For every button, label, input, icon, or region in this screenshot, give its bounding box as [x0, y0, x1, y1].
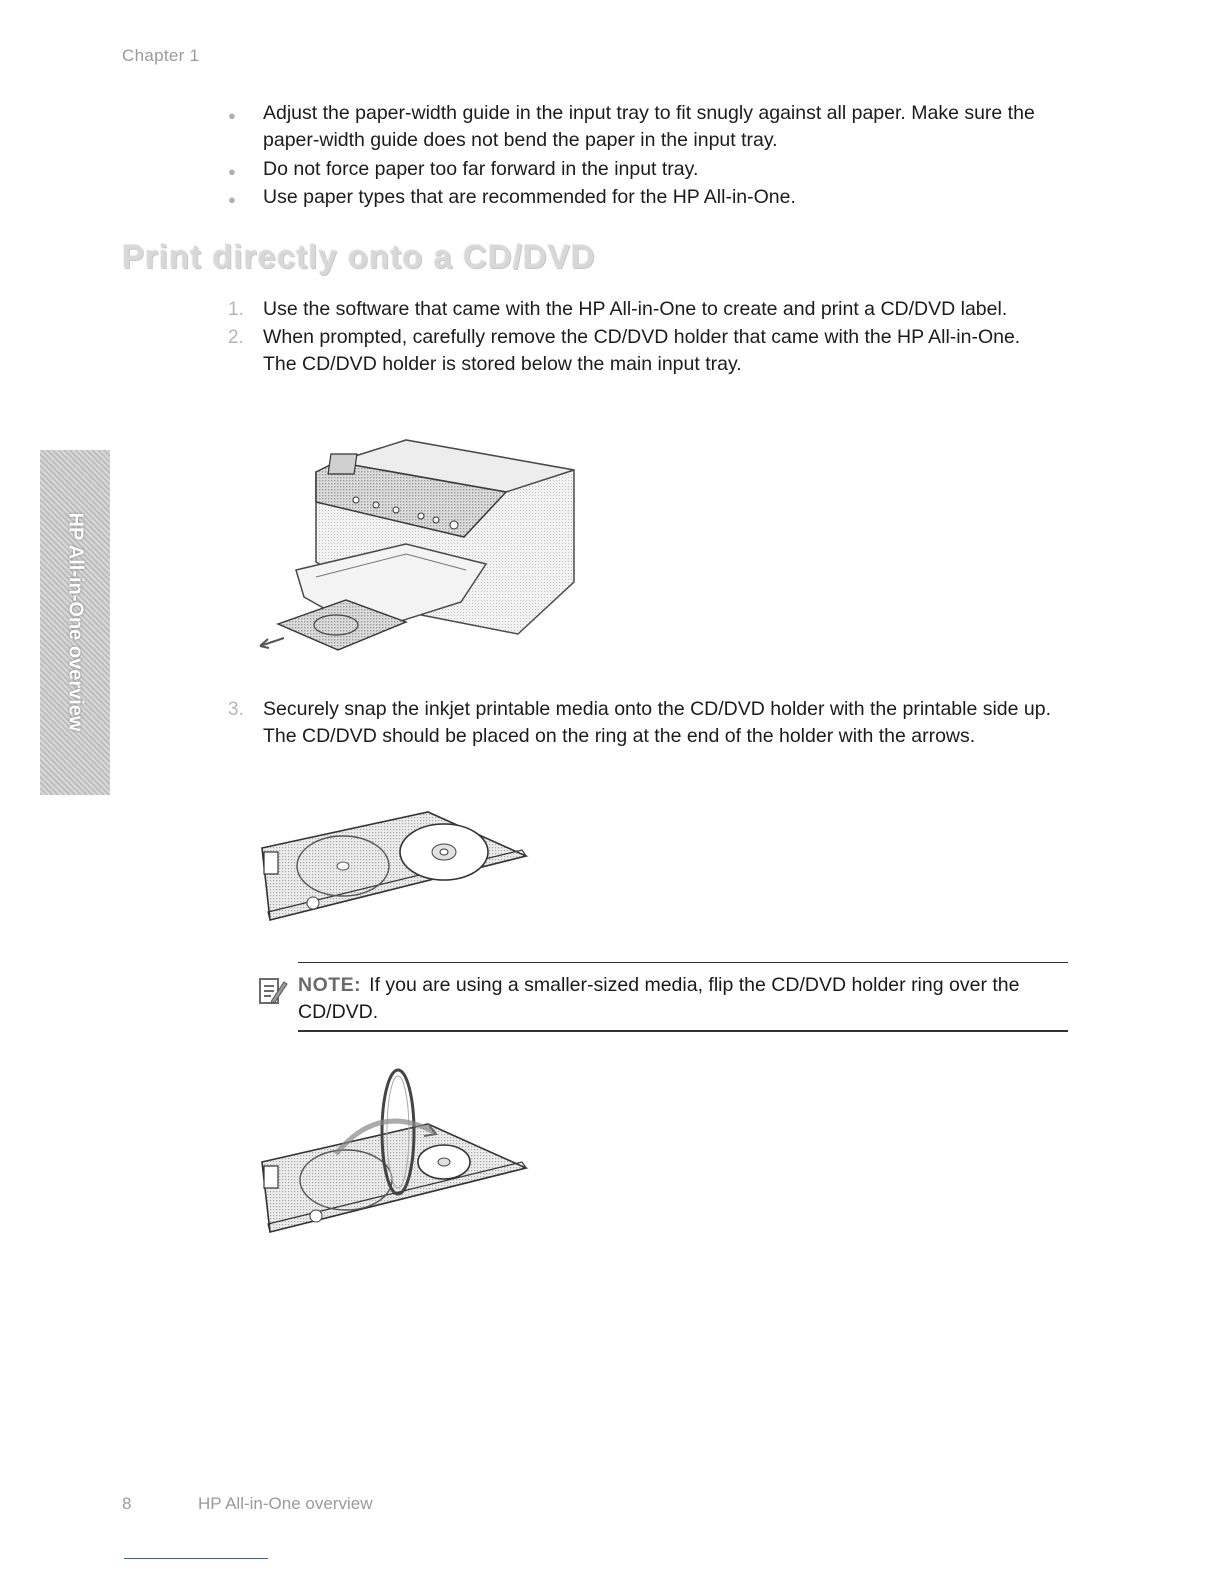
list-item	[228, 184, 1078, 211]
list-item-text: Use paper types that are recommended for the HP All-in-One.	[263, 186, 796, 208]
side-tab-label: HP All-in-One overview	[64, 512, 87, 732]
page-number: 8	[122, 1494, 132, 1513]
cd-holder-illustration	[258, 808, 538, 928]
section-heading: Print directly onto a CD/DVD	[122, 238, 596, 275]
step-number: 2.	[228, 327, 244, 348]
note-text: If you are using a smaller-sized media, flip the CD/DVD holder ring over the CD/DVD.	[298, 974, 1020, 1023]
bullet-icon: ●	[228, 164, 236, 179]
note-rule-bottom	[298, 1030, 1068, 1032]
step-text: When prompted, carefully remove the CD/DVD holder that came with the HP All-in-One.	[263, 326, 1021, 348]
note-rule-top	[298, 962, 1068, 963]
note-pad-icon	[258, 976, 288, 1006]
list-item-text: Do not force paper too far forward in the input tray.	[263, 158, 699, 180]
list-item	[228, 156, 1078, 183]
note-label: NOTE:	[298, 974, 362, 996]
step-number: 3.	[228, 699, 244, 720]
step-subtext: The CD/DVD holder is stored below the main input tray.	[263, 353, 742, 375]
footer-rule	[124, 1558, 268, 1559]
printer-illustration	[256, 432, 586, 662]
cd-holder-ring-illustration	[258, 1062, 538, 1242]
footer-title: HP All-in-One overview	[198, 1494, 373, 1513]
step-item	[228, 296, 1078, 323]
step-number: 1.	[228, 299, 244, 320]
step-text: Securely snap the inkjet printable media onto the CD/DVD holder with the printable side up. The CD/DVD should be placed on the ring at the end of the holder with the arrows.	[263, 698, 1052, 747]
list-item-text: Adjust the paper-width guide in the input tray to fit snugly against all paper. Make sure the paper-width guide does not bend the paper in the input tray.	[263, 102, 1035, 151]
bullet-icon: ●	[228, 192, 236, 207]
running-head: Chapter 1	[122, 46, 200, 65]
step-item	[228, 324, 1078, 378]
side-tab	[40, 450, 110, 795]
bullet-icon: ●	[228, 108, 236, 123]
list-item	[228, 100, 1078, 154]
step-item	[228, 696, 1078, 750]
note	[298, 972, 1073, 1026]
step-text: Use the software that came with the HP All-in-One to create and print a CD/DVD label.	[263, 298, 1008, 320]
